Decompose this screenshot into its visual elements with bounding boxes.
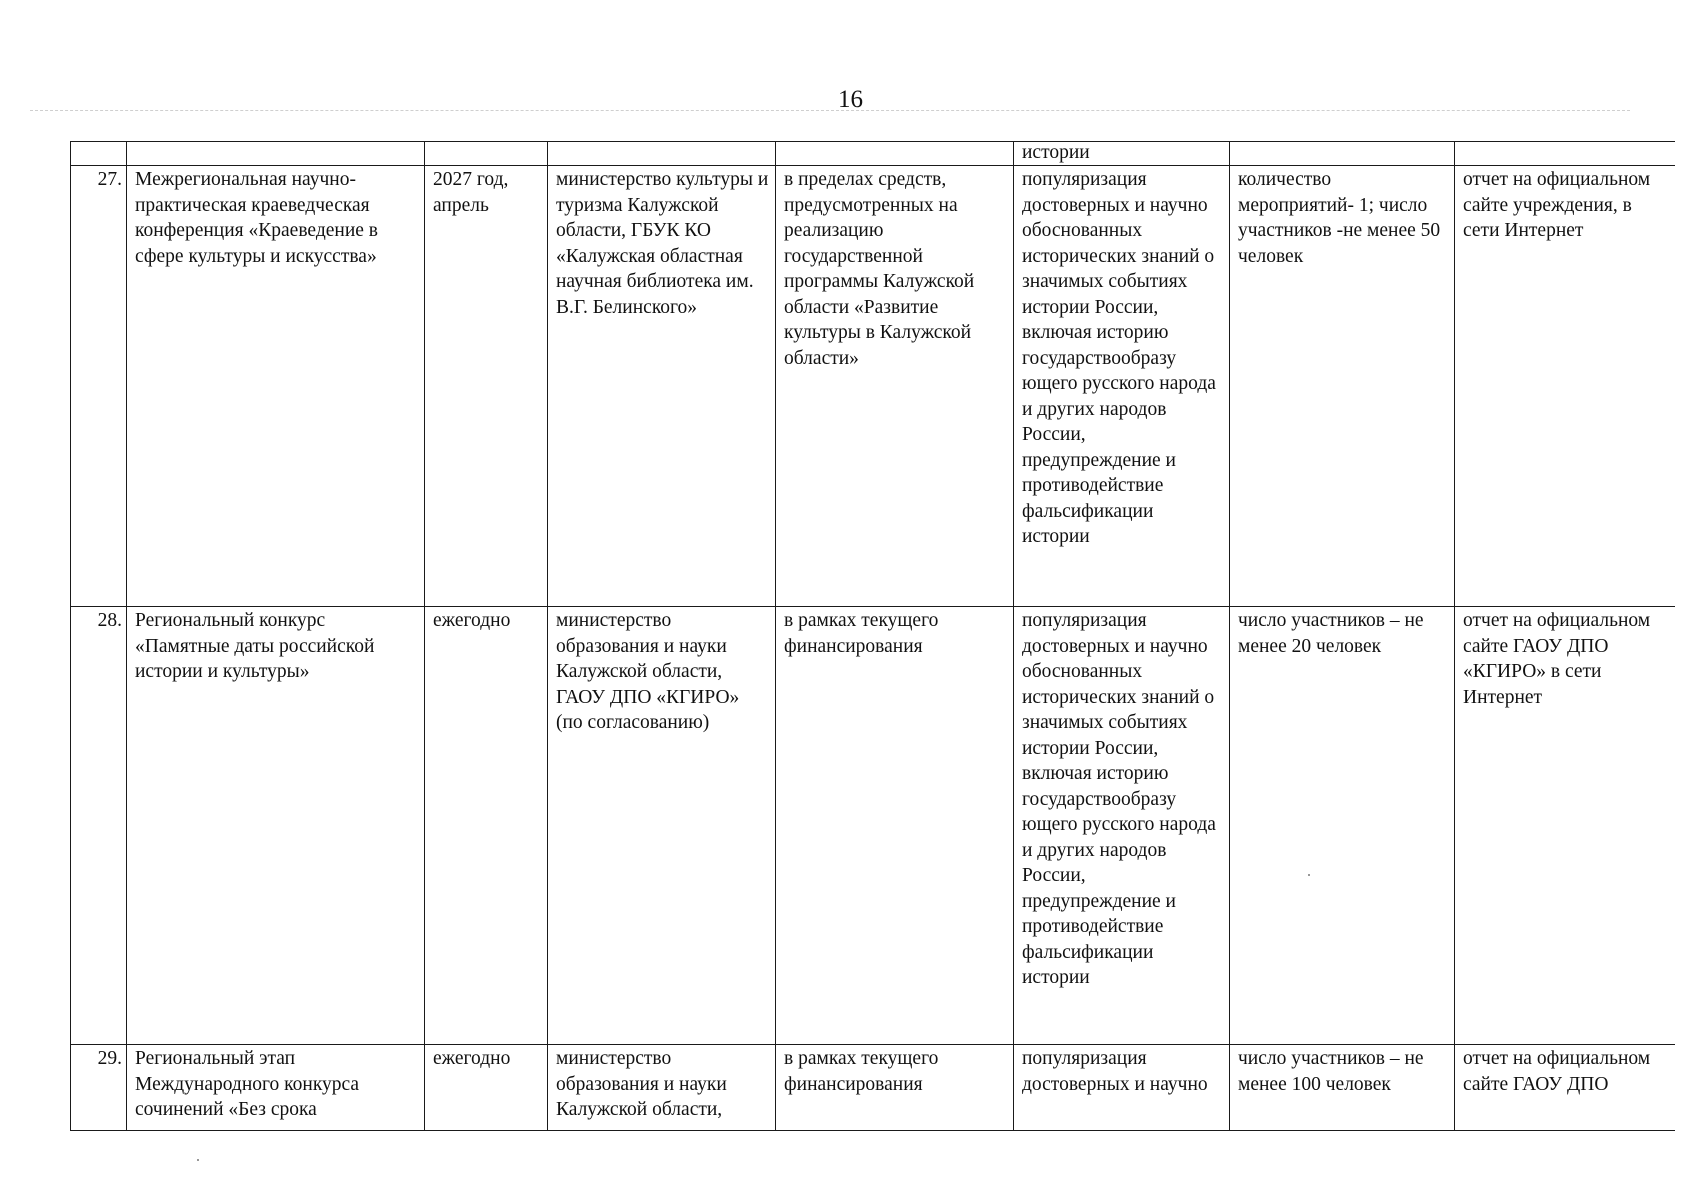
row-number: 29.	[71, 1045, 127, 1131]
row-number: 28.	[71, 607, 127, 1045]
table-cell	[71, 142, 127, 166]
event-indicators: число участников – не менее 20 человек	[1230, 607, 1455, 1045]
event-name: Региональный этап Международного конкурса сочинений «Без срока	[127, 1045, 425, 1131]
event-indicators: число участников – не менее 100 человек	[1230, 1045, 1455, 1131]
events-table	[70, 141, 1675, 1131]
event-executors: министерство образования и науки Калужской области,	[548, 1045, 776, 1131]
event-date: ежегодно	[425, 1045, 548, 1131]
event-name: Региональный конкурс «Памятные даты российской истории и культуры»	[127, 607, 425, 1045]
table-row	[71, 166, 1675, 607]
table-cell	[425, 142, 548, 166]
event-financing: в пределах средств, предусмотренных на реализацию государственной программы Калужской области «Развитие культуры в Калужской области»	[776, 166, 1014, 607]
table-cell	[127, 142, 425, 166]
table-cell	[1230, 142, 1455, 166]
event-result: популяризация достоверных и научно обоснованных исторических знаний о значимых событиях истории России, включая историю государствообразу ющего русского народа и других народов России, предупреждение и противодействие фальсификации истории	[1014, 607, 1230, 1045]
row-number: 27.	[71, 166, 127, 607]
table-cell	[776, 142, 1014, 166]
event-date: 2027 год, апрель	[425, 166, 548, 607]
table-cell	[1455, 142, 1675, 166]
table-row	[71, 607, 1675, 1045]
scan-speck	[197, 1159, 199, 1161]
table-cell	[548, 142, 776, 166]
event-result: популяризация достоверных и научно обоснованных исторических знаний о значимых событиях истории России, включая историю государствообразу ющего русского народа и других народов России, предупреждение и противодействие фальсификации истории	[1014, 166, 1230, 607]
event-financing: в рамках текущего финансирования	[776, 1045, 1014, 1131]
event-name: Межрегиональная научно-практическая краеведческая конференция «Краеведение в сфере культуры и искусства»	[127, 166, 425, 607]
event-report: отчет на официальном сайте учреждения, в сети Интернет	[1455, 166, 1675, 607]
scan-header-rule	[30, 110, 1630, 111]
scan-speck	[1308, 874, 1310, 876]
table-row	[71, 1045, 1675, 1131]
table-cell-result: истории	[1014, 142, 1230, 166]
page-number: 16	[838, 86, 863, 113]
event-financing: в рамках текущего финансирования	[776, 607, 1014, 1045]
event-date: ежегодно	[425, 607, 548, 1045]
event-report: отчет на официальном сайте ГАОУ ДПО «КГИРО» в сети Интернет	[1455, 607, 1675, 1045]
event-result: популяризация достоверных и научно	[1014, 1045, 1230, 1131]
table-continuation-row	[71, 142, 1675, 166]
event-indicators: количество мероприятий- 1; число участников -не менее 50 человек	[1230, 166, 1455, 607]
event-executors: министерство образования и науки Калужской области, ГАОУ ДПО «КГИРО» (по согласованию)	[548, 607, 776, 1045]
event-executors: министерство культуры и туризма Калужской области, ГБУК КО «Калужская областная научная библиотека им. В.Г. Белинского»	[548, 166, 776, 607]
event-report: отчет на официальном сайте ГАОУ ДПО	[1455, 1045, 1675, 1131]
